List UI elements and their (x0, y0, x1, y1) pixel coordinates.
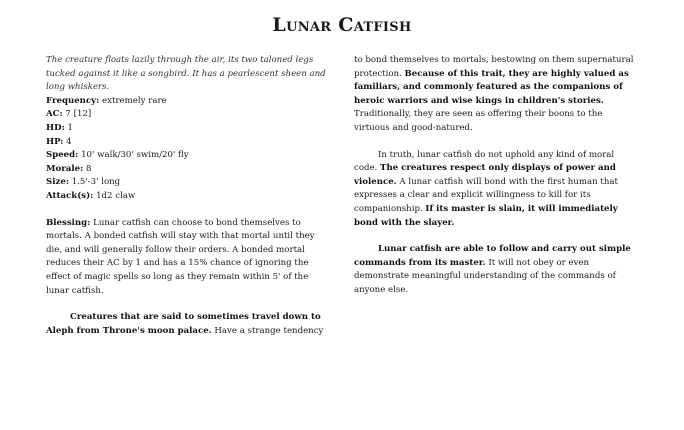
lore-bold: The creatures respect only displays of power and violence. (354, 163, 616, 187)
stat-block (46, 95, 330, 204)
stat-value: 4 (63, 136, 72, 147)
stat-ac (46, 108, 330, 122)
blessing-paragraph (46, 217, 330, 299)
lore-text: Traditionally, they are seen as offering their boons to the virtuous and good-natured. (354, 109, 603, 133)
lore-text: A lunar catfish will bond with the first human that expresses a clear and explicit willingness to kill for its companionship. (354, 176, 618, 214)
lore-bold: Because of this trait, they are highly valued as familiars, and commonly featured as the companions of heroic warriors and wise kings in children's stories. (354, 68, 629, 106)
stat-label: Size: (46, 177, 69, 188)
spacer (46, 204, 330, 217)
stat-label: HD: (46, 122, 65, 133)
lore-bold: If its master is slain, it will immediately bond with the slayer. (354, 203, 618, 228)
lore-paragraph-1 (354, 54, 638, 136)
stat-label: Speed: (46, 150, 79, 161)
blessing-label: Blessing: (46, 217, 91, 228)
left-column (46, 54, 330, 338)
stat-speed (46, 149, 330, 163)
stat-frequency (46, 95, 330, 109)
lore-paragraph-2 (354, 149, 638, 231)
stat-label: Attack(s): (46, 190, 94, 201)
intro-text: The creature floats lazily through the air, its two taloned legs tucked against it like a songbird. It has a pearlescent sheen and long whiskers. (46, 55, 326, 93)
stat-value: 10' walk/30' swim/20' fly (78, 150, 189, 161)
stat-attacks (46, 190, 330, 204)
blessing-text: Lunar catfish can choose to bond themselves to mortals. A bonded catfish will stay with that mortal until they die, and will generally follow their orders. A bonded mortal reduces their AC by 1 and has a 15% chance of ignoring the effect of magic spells so long as they remain within 5' of the lunar catfish. (46, 217, 315, 296)
stat-value: 1 (64, 122, 73, 133)
stat-value: 7 [12] (62, 109, 92, 120)
page-title: Lunar Catfish (272, 14, 412, 36)
stat-value: 1d2 claw (93, 190, 136, 201)
right-column (354, 54, 638, 338)
stat-value: extremely rare (99, 95, 167, 106)
spacer (46, 298, 330, 311)
lore-text: In truth, lunar catfish do not uphold any kind of moral code. (354, 149, 615, 174)
spacer (354, 230, 638, 243)
stat-hp (46, 136, 330, 150)
stat-label: Frequency: (46, 95, 100, 106)
stat-size (46, 176, 330, 190)
origin-paragraph (46, 311, 330, 338)
stat-label: HP: (46, 136, 64, 147)
stat-value: 1.5'-3' long (69, 177, 121, 188)
stat-morale (46, 163, 330, 177)
stat-hd (46, 122, 330, 136)
origin-bold: Creatures that are said to sometimes travel down to Aleph from Throne's moon palace. (46, 312, 321, 336)
spacer (354, 136, 638, 149)
stat-label: Morale: (46, 163, 84, 174)
lore-text: to bond themselves to mortals, bestowing on them supernatural protection. (354, 55, 634, 79)
stat-label: AC: (46, 109, 63, 120)
lore-paragraph-3 (354, 243, 638, 297)
stat-value: 8 (83, 163, 92, 174)
lore-bold: Lunar catfish are able to follow and carry out simple commands from its master. (354, 244, 631, 268)
two-column-body (46, 54, 638, 338)
origin-text: Have a strange tendency (211, 325, 324, 336)
lore-text: It will not obey or even demonstrate meaningful understanding of the commands of anyone else. (354, 257, 616, 295)
